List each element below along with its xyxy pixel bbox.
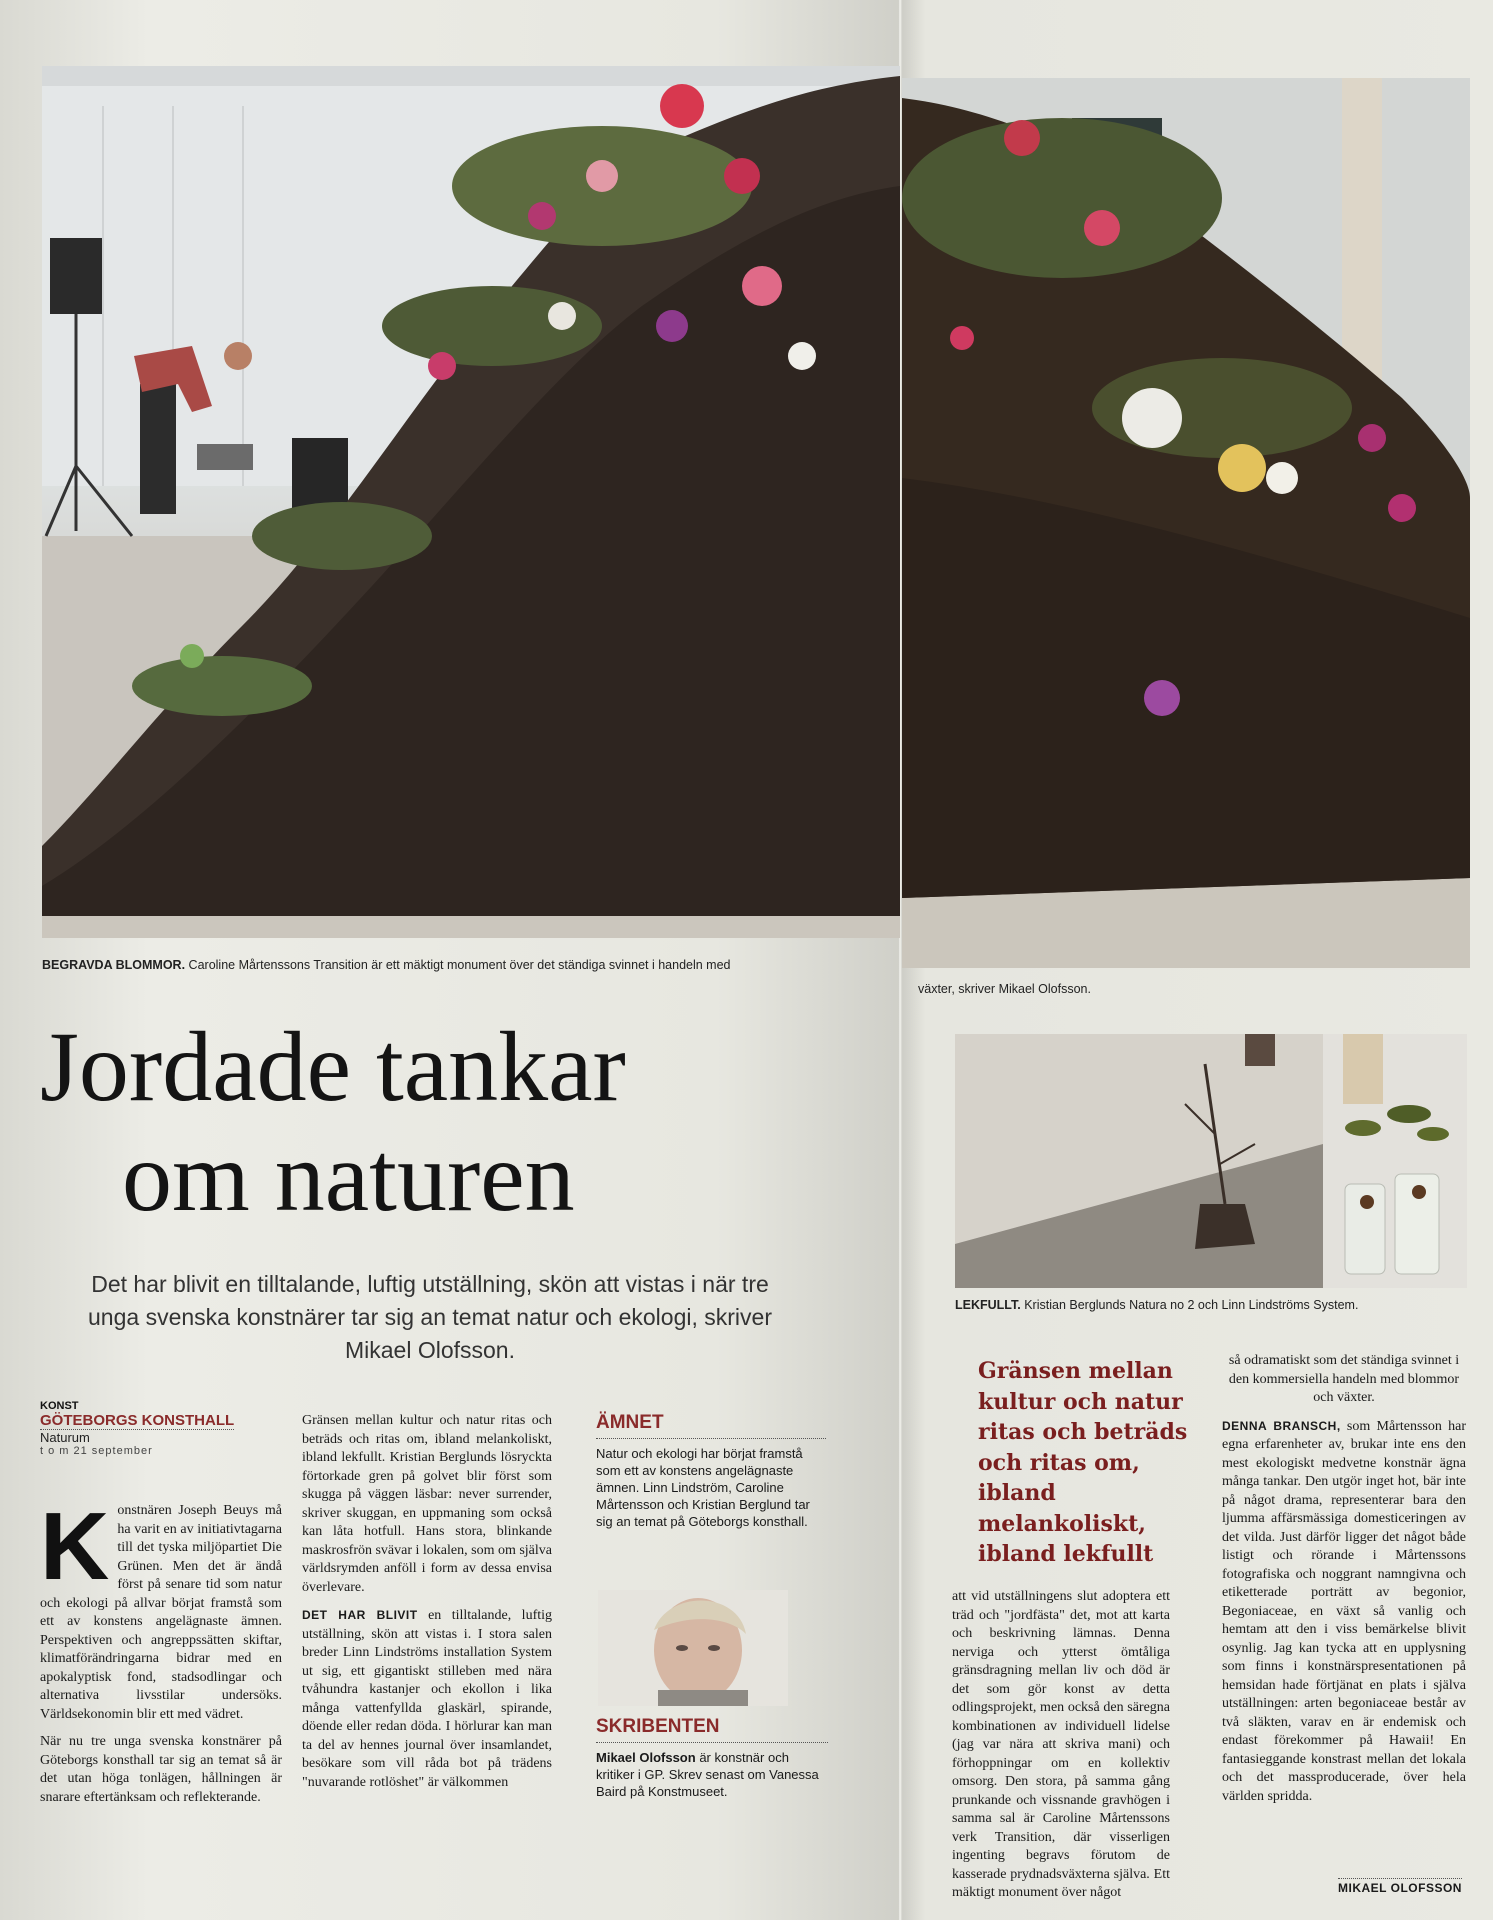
caption-label: BEGRAVDA BLOMMOR. (42, 958, 186, 972)
writer-name: Mikael Olofsson (596, 1750, 696, 1765)
pull-quote: Gränsen mellan kultur och natur ritas och beträds och ritas om, ibland melankoliskt, ibland lekfullt (978, 1358, 1188, 1567)
body-column-4 (1222, 1352, 1466, 1815)
writer-box (596, 1716, 828, 1800)
writer-portrait (598, 1590, 788, 1706)
body-col1-p1: onstnären Joseph Beuys må ha varit en av initiativtagarna till det tyska miljöpartiet Die Grünen. Men det är ändå först på senare tid som natur och ekologi på allvar börjat framstå som ett av konstens angelägnaste ämnen. Perspektiven och angreppssätten skiftar, klimatförändringarna bidrar med en apokalyptisk fond, stadsodlingar och alternativa livsstilar undersöks. Världsekonomin blir ett med vädret. (40, 1503, 282, 1722)
headline-line-2: om naturen (122, 1121, 575, 1232)
small-photo-glass-jars (1323, 1034, 1467, 1288)
caption-text: Caroline Mårtenssons Transition är ett mäktigt monument över det ständiga svinnet i handeln med (188, 958, 731, 972)
writer-text: är konstnär och kritiker i GP. Skrev senast om Vanessa Baird på Konstmuseet. (596, 1750, 819, 1799)
headline-line-1: Jordade tankar (40, 1011, 626, 1122)
small-caption-label: LEKFULLT. (955, 1298, 1021, 1312)
body-col2-p1: Gränsen mellan kultur och natur ritas och beträds och ritas om, ibland melankoliskt, ibland lekfullt. Kristian Berglunds lösryckta förtorkade gren på golvet blir först som skugga på väggen läsbar: never surrender, skriver skuggan, en uppmaning som också kan låta hotfull. Hans stora, blinkande maskrosfrön svävar i lokalen, som om själva världsrymden anföll i form av dessa envisa överlevare. (302, 1413, 553, 1595)
small-caption-text: Kristian Berglunds Natura no 2 och Linn Lindströms System. (1024, 1298, 1359, 1312)
drop-cap: K (40, 1493, 110, 1600)
main-photo-caption (42, 958, 892, 972)
body-col1-p2: När nu tre unga svenska konstnärer på Göteborgs konsthall tar sig an temat så är det utan höga tonlägen, hållningen är snarare eftertänksam och reflekterande. (40, 1734, 282, 1805)
factbox-dates: t o m 21 september (40, 1445, 153, 1457)
body-col4-p2: som Mårtensson har egna erfarenheter av, brukar inte ens den mest ekologiskt medvetne konstnär ägna många tankar. Den utgör inget hot, bär inte på något drama, representerar bara den ljumma affärsmässiga domesticeringen av det vilda. Just därför ligger det något både listigt och rörande i Mårtenssons fotografiska och noggrant namngivna och etiketterade porträtt av begonior, Begoniaceae, en växt så vanlig och hemtam att den i viss bemärkelse blivit osynlig. Jag kan tycka att en upplysning som finns i konstnärspresentationen på hemsidan hade förtjänat en plats i själva utställningen: arten begoniaceae består av två släkten, varav en är endemisk och endast förekommer på Hawaii! En fantasieggande konstrast mellan det lokala och det massproducerade, över hela världen spridda. (1222, 1418, 1466, 1804)
small-photo-branch (955, 1034, 1323, 1288)
byline: MIKAEL OLOFSSON (1338, 1878, 1462, 1895)
factbox-title: Naturum (40, 1430, 90, 1445)
factbox-venue: GÖTEBORGS KONSTHALL (40, 1412, 235, 1429)
small-photo-caption (955, 1298, 1467, 1312)
topic-text: Natur och ekologi har börjat framstå som ett av konstens angelägnaste ämnen. Linn Lindström, Caroline Mårtensson och Kristian Berglund tar sig an temat på Göteborgs konsthall. (596, 1446, 810, 1529)
body-col2-lead-in: DET HAR BLIVIT (302, 1608, 418, 1622)
lead-paragraph: Det har blivit en tilltalande, luftig utställning, skön att vistas i när tre unga svenska konstnärer tar sig an temat natur och ekologi, skriver Mikael Olofsson. (88, 1271, 772, 1363)
main-photo-caption-continued (918, 982, 1418, 996)
main-photo-left (42, 66, 900, 938)
body-col4-lead-in: DENNA BRANSCH, (1222, 1418, 1341, 1433)
main-photo-right (902, 78, 1470, 968)
body-col4-p1: så odramatiskt som det ständiga svinnet i den kommersiella handeln med blommor och växter. (1228, 1353, 1460, 1405)
caption-text-continued: växter, skriver Mikael Olofsson. (918, 982, 1091, 996)
body-column-2 (302, 1412, 552, 1801)
factbox-kind: KONST (40, 1400, 79, 1412)
headline (40, 1012, 840, 1232)
topic-box (596, 1412, 826, 1530)
body-col2-p2: en tilltalande, luftig utställning, skön att vistas i. I stora salen breder Linn Lindströms installation System ut sig, ett gigantiskt stilleben med nära tvåhundra kastanjer och ekollon i lika många vattenfyllda glaskärl, spirande, döende eller redan döda. I hörlurar kan man ta del av hennes journal över insamlandet, besökare som vill råda bot på trädens "nuvarande rotlöshet" är välkommen (302, 1608, 553, 1790)
writer-heading: SKRIBENTEN (596, 1716, 828, 1743)
topic-heading: ÄMNET (596, 1412, 826, 1439)
body-column-3 (952, 1588, 1170, 1912)
exhibition-factbox (40, 1400, 272, 1457)
body-column-1 (40, 1493, 282, 1816)
body-col3-p1: att vid utställningens slut adoptera ett träd och "jordfästa" det, mot att karta och beskrivning lämnas. Denna nerviga och ytterst ömtåliga gränsdragning mellan liv och död är det som gör konst av detta odlingsprojekt, men också den säregna kombinationen av individuell lidelse (jag var nära att skriva mani) och förhoppningar om en kollektiv omsorg. Den stora, på samma gång prunkande och vissnande gravhögen i samma sal är Caroline Mårtenssons verk Transition, där visserligen ingenting begravs förutom de kasserade prydnadsväxterna själva. Ett mäktigt monument över något (952, 1589, 1170, 1900)
